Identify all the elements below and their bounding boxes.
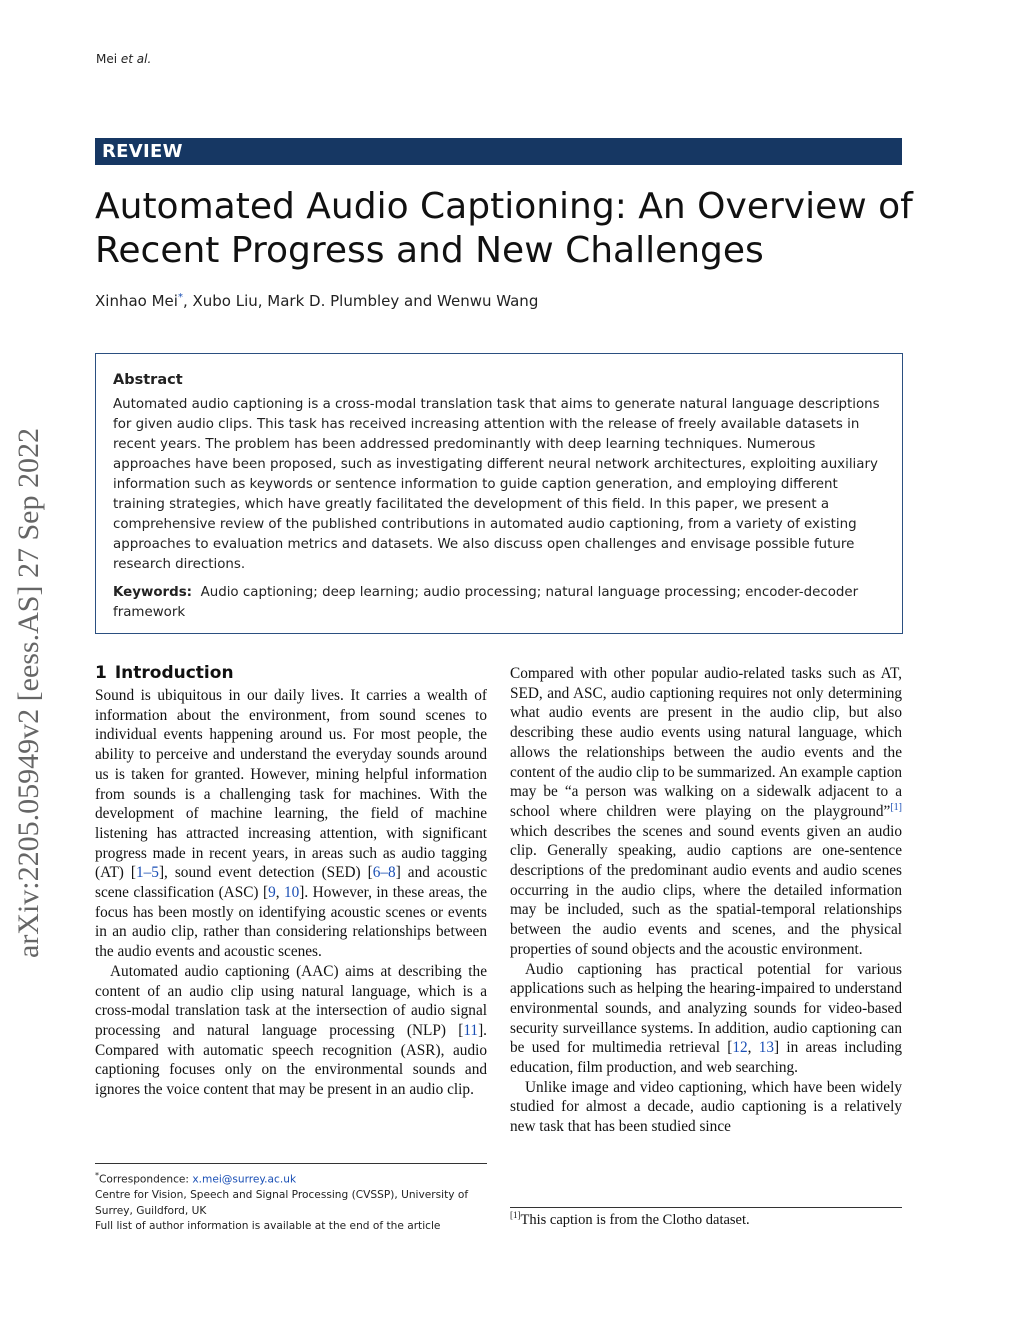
running-head-etal: et al. [120, 52, 152, 66]
author-list [95, 292, 538, 310]
left-column [95, 662, 487, 1100]
keywords-label: Keywords: [113, 585, 193, 600]
citation-link[interactable]: 12 [732, 1039, 748, 1057]
citation-link[interactable]: 6–8 [372, 864, 396, 882]
section-number: 1 [95, 663, 107, 683]
right-column [510, 664, 902, 1137]
citation-link[interactable]: 13 [758, 1039, 775, 1057]
text-run: which describes the scenes and sound events given an audio clip. Generally speaking, audio captions are one-sentence descriptions of the predominant audio events and audio scenes occurring in the audio clips, where the detailed information may be included, such as the spatial-temporal relationships between the audio events and scenes, and the physical properties of sound objects and the acoustic environment. [510, 822, 902, 958]
abstract-heading: Abstract [113, 372, 183, 388]
text-run: ]. Compared with automatic speech recognition (ASR), audio captioning focuses only on the environmental sounds and ignores the voice content that may be present in an audio clip. [95, 1021, 487, 1099]
author-info-note: Full list of author information is available at the end of the article [95, 1220, 441, 1233]
footnote-text: This caption is from the Clotho dataset. [520, 1212, 750, 1228]
text-run: , [747, 1039, 759, 1057]
text-run: Sound is ubiquitous in our daily lives. It carries a wealth of information about the environment, from sound scenes to individual events happening around us. For most people, the ability to perceive and understand the everyday sounds around us is taken for granted. However, mining helpful information from sounds is a challenging task for machines. With the development of machine learning, the field of machine listening has attracted increasing attention, with significant progress made in recent years, in areas such as audio tagging (AT) [ [95, 687, 487, 882]
text-run: ], sound event detection (SED) [ [158, 864, 373, 882]
intro-paragraph-4 [510, 960, 902, 1078]
text-run: ] and acoustic scene classification (ASC) [ [95, 864, 487, 902]
intro-paragraph-1 [95, 686, 487, 962]
title-line-2: Recent Progress and New Challenges [95, 230, 764, 271]
arxiv-stamp: arXiv:2205.05949v2 [eess.AS] 27 Sep 2022 [12, 428, 45, 958]
text-run: Automated audio captioning (AAC) aims at describing the content of an audio clip using natural language, which is a cross-modal translation task at the intersection of audio signal processing and natural language processing (NLP) [ [95, 962, 487, 1039]
correspondence-line [95, 1168, 487, 1188]
paper-title [95, 185, 915, 273]
running-head [96, 52, 151, 66]
section-heading [95, 662, 487, 684]
affiliation: Centre for Vision, Speech and Signal Processing (CVSSP), University of Surrey, Guildford, UK [95, 1189, 469, 1217]
running-head-name: Mei [96, 52, 118, 66]
correspondence-label: Correspondence: [99, 1173, 193, 1186]
footnote-marker: * [95, 1171, 99, 1180]
footnote-marker: [1] [510, 1210, 521, 1221]
correspondence-footnote [95, 1163, 487, 1235]
citation-link[interactable]: 11 [463, 1021, 479, 1039]
caption-footnote [510, 1207, 902, 1229]
email-link[interactable]: x.mei@surrey.ac.uk [192, 1173, 297, 1186]
section-title: Introduction [114, 663, 234, 683]
citation-link[interactable]: 9 [268, 884, 276, 902]
review-banner: REVIEW [95, 138, 902, 165]
first-author: Xinhao Mei [95, 292, 178, 310]
text-run: Compared with other popular audio-related tasks such as AT, SED, and ASC, audio captioning requires not only determining what audio events are present in the audio clip, but also describing these audio events using natural language, which allows the relationships between the audio events and the content of the audio clip to be summarized. An example caption may be “a person was walking on a sidewalk adjacent to a school where children were playing on the playground” [510, 665, 902, 820]
intro-paragraph-5: Unlike image and video captioning, which have been widely studied for almost a decade, audio captioning is a relatively new task that has been studied since [510, 1078, 902, 1136]
keywords [113, 583, 885, 623]
citation-link[interactable]: 1–5 [135, 864, 159, 882]
abstract-text: Automated audio captioning is a cross-modal translation task that aims to generate natural language descriptions for given audio clips. This task has received increasing attention with the release of freely available datasets in recent years. The problem has been addressed predominantly with deep learning techniques. Numerous approaches have been proposed, such as investigating different neural network architectures, exploiting auxiliary information such as keywords or sentence information to guide caption generation, and employing different training strategies, which have greatly facilitated the development of this field. In this paper, we present a comprehensive review of the published contributions in automated audio captioning, from a variety of existing approaches to evaluation metrics and datasets. We also discuss open challenges and envisage possible future research directions. [113, 397, 880, 572]
text-run: , [275, 884, 284, 902]
abstract-box [95, 353, 903, 634]
title-line-1: Automated Audio Captioning: An Overview of [95, 186, 913, 227]
text-run: Audio captioning has practical potential for various applications such as helping the hearing-impaired to understand environmental sounds, and analyzing sounds for video-based security surveillance systems. In addition, audio captioning can be used for multimedia retrieval [ [510, 960, 902, 1057]
footnote-reference[interactable]: [1] [890, 801, 902, 813]
intro-paragraph-2 [95, 962, 487, 1100]
intro-paragraph-3 [510, 664, 902, 960]
corresponding-author-marker[interactable]: * [177, 292, 183, 303]
text-run: ]. However, in these areas, the focus has been mostly on identifying acoustic scenes or events in an audio clip, rather than considering relationships between the audio events and acoustic scenes. [95, 884, 487, 961]
keywords-text: Audio captioning; deep learning; audio processing; natural language processing; encoder-decoder framework [113, 585, 859, 620]
citation-link[interactable]: 10 [284, 884, 300, 902]
other-authors: , Xubo Liu, Mark D. Plumbley and Wenwu Wang [182, 292, 539, 310]
text-run: ] in areas including education, film production, and web searching. [510, 1039, 903, 1077]
